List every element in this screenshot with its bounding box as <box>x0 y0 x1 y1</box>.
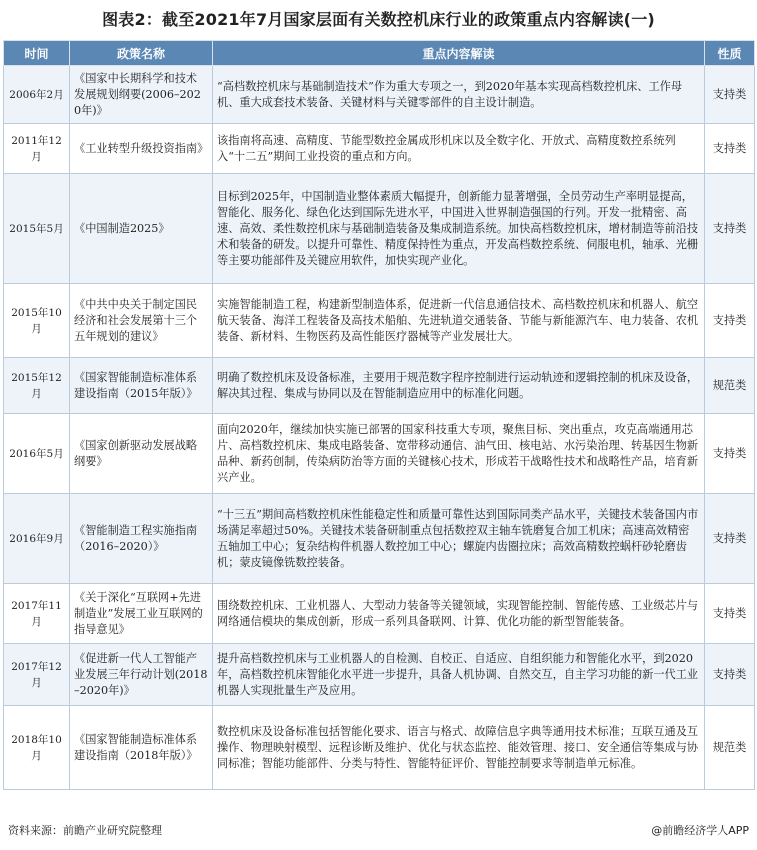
row-content: 实施智能制造工程，构建新型制造体系，促进新一代信息通信技术、高档数控机床和机器人、航空航天装备、海洋工程装备及高技术船舶、先进轨道交通装备、节能与新能源汽车、电力装备、农机装备、新材料、生物医药及高性能医疗器械等产业发展壮大。 <box>213 284 705 358</box>
brand-credit: @前瞻经济学人APP <box>651 824 749 837</box>
table-row <box>4 584 755 644</box>
row-time: 2006年2月 <box>4 66 70 124</box>
table-row <box>4 494 755 584</box>
chart-title: 图表2：截至2021年7月国家层面有关数控机床行业的政策重点内容解读(一) <box>102 10 655 29</box>
row-nature: 支持类 <box>705 124 755 174</box>
row-nature: 支持类 <box>705 174 755 284</box>
row-time: 2017年12月 <box>4 644 70 706</box>
table-row <box>4 644 755 706</box>
row-nature: 支持类 <box>705 494 755 584</box>
table-header-row <box>4 41 755 66</box>
header-time: 时间 <box>4 41 70 66</box>
table-row <box>4 358 755 414</box>
row-policy-name: 《中国制造2025》 <box>70 174 213 284</box>
row-nature: 规范类 <box>705 358 755 414</box>
table-row <box>4 414 755 494</box>
row-nature: 规范类 <box>705 706 755 790</box>
row-nature: 支持类 <box>705 584 755 644</box>
policy-table <box>3 40 755 790</box>
header-policy-name: 政策名称 <box>70 41 213 66</box>
row-content: 目标到2025年，中国制造业整体素质大幅提升，创新能力显著增强，全员劳动生产率明显提高，智能化、服务化、绿色化达到国际先进水平，中国进入世界制造强国的行列。开发一批精密、高速、高效、柔性数控机床与基础制造装备及集成制造系统。加快高档数控机床，增材制造等前沿技术和装备的研发。以提升可靠性、精度保持性为重点，开发高档数控系统、伺服电机，轴承、光栅等主要功能部件及关键应用软件，加快实现产业化。 <box>213 174 705 284</box>
row-content: 数控机床及设备标准包括智能化要求、语言与格式、故障信息字典等通用技术标准；互联互通及互操作、物理映射模型、远程诊断及维护、优化与状态监控、能效管理、接口、安全通信等集成与协同标准；智能功能部件、分类与特性、智能特征评价、智能控制要求等制造单元标准。 <box>213 706 705 790</box>
source-note: 资料来源：前瞻产业研究院整理 <box>8 824 162 837</box>
row-policy-name: 《国家中长期科学和技术发展规划纲要(2006–2020年)》 <box>70 66 213 124</box>
row-nature: 支持类 <box>705 414 755 494</box>
row-time: 2015年12月 <box>4 358 70 414</box>
table-row <box>4 124 755 174</box>
row-time: 2015年5月 <box>4 174 70 284</box>
row-time: 2018年10月 <box>4 706 70 790</box>
row-content: 面向2020年，继续加快实施已部署的国家科技重大专项，聚焦目标、突出重点，攻克高端通用芯片、高档数控机床、集成电路装备、宽带移动通信、油气田、核电站、水污染治理、转基因生物新品种、新药创制，传染病防治等方面的关键核心技术，形成若干战略性技术和战略性产品，培育新兴产业。 <box>213 414 705 494</box>
table-row <box>4 174 755 284</box>
table-row <box>4 706 755 790</box>
row-nature: 支持类 <box>705 284 755 358</box>
row-policy-name: 《国家智能制造标准体系建设指南（2018年版）》 <box>70 706 213 790</box>
table-row <box>4 284 755 358</box>
row-policy-name: 《智能制造工程实施指南（2016–2020）》 <box>70 494 213 584</box>
row-time: 2016年5月 <box>4 414 70 494</box>
row-policy-name: 《促进新一代人工智能产业发展三年行动计划(2018–2020年)》 <box>70 644 213 706</box>
row-time: 2017年11月 <box>4 584 70 644</box>
row-policy-name: 《国家创新驱动发展战略纲要》 <box>70 414 213 494</box>
row-time: 2015年10月 <box>4 284 70 358</box>
row-policy-name: 《关于深化“互联网+先进制造业”发展工业互联网的指导意见》 <box>70 584 213 644</box>
table-body <box>4 66 755 790</box>
row-policy-name: 《中共中央关于制定国民经济和社会发展第十三个五年规划的建议》 <box>70 284 213 358</box>
row-content: 该指南将高速、高精度、节能型数控金属成形机床以及全数字化、开放式、高精度数控系统列入“十二五”期间工业投资的重点和方向。 <box>213 124 705 174</box>
row-time: 2016年9月 <box>4 494 70 584</box>
row-content: “十三五”期间高档数控机床性能稳定性和质量可靠性达到国际同类产品水平，关键技术装备国内市场满足率超过50%。关键技术装备研制重点包括数控双主轴车铣磨复合加工机床；高速高效精密五轴加工中心；复杂结构件机器人数控加工中心；螺旋内齿圈拉床；高效高精数控蜗杆砂轮磨齿机；蒙皮镜像铣数控装备。 <box>213 494 705 584</box>
header-nature: 性质 <box>705 41 755 66</box>
row-time: 2011年12月 <box>4 124 70 174</box>
table-row <box>4 66 755 124</box>
row-content: 明确了数控机床及设备标准，主要用于规范数字程序控制进行运动轨迹和逻辑控制的机床及设备，解决其过程、集成与协同以及在智能制造应用中的标准化问题。 <box>213 358 705 414</box>
row-nature: 支持类 <box>705 66 755 124</box>
row-content: 围绕数控机床、工业机器人、大型动力装备等关键领域，实现智能控制、智能传感、工业级芯片与网络通信模块的集成创新，形成一系列具备联网、计算、优化功能的新型智能装备。 <box>213 584 705 644</box>
row-content: 提升高档数控机床与工业机器人的自检测、自校正、自适应、自组织能力和智能化水平，到2020年，高档数控机床智能化水平进一步提升，具备人机协调、自然交互，自主学习功能的新一代工业机器人实现批量生产及应用。 <box>213 644 705 706</box>
row-policy-name: 《国家智能制造标准体系建设指南（2015年版）》 <box>70 358 213 414</box>
row-policy-name: 《工业转型升级投资指南》 <box>70 124 213 174</box>
row-content: “高档数控机床与基础制造技术”作为重大专项之一，到2020年基本实现高档数控机床、工作母机、重大成套技术装备、关键材料与关键零部件的自主设计制造。 <box>213 66 705 124</box>
header-content: 重点内容解读 <box>213 41 705 66</box>
row-nature: 支持类 <box>705 644 755 706</box>
